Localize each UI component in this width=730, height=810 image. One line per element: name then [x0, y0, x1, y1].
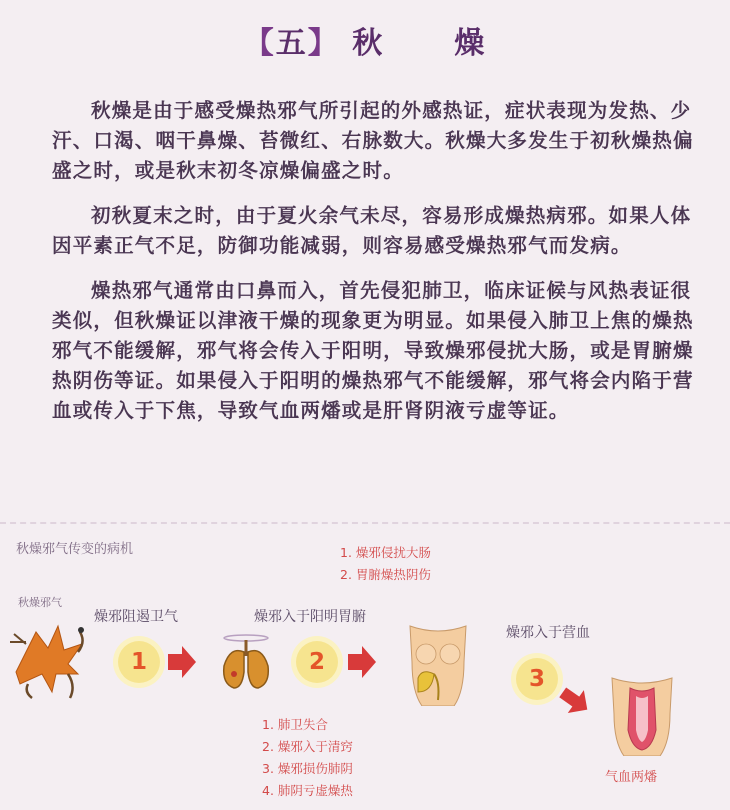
- arrow-right-icon: [348, 646, 376, 678]
- page-title: [0, 18, 730, 62]
- title-number: 五: [275, 26, 308, 61]
- source-label: 秋燥邪气: [18, 596, 62, 609]
- diagram-title: 秋燥邪气传变的病机: [16, 542, 134, 557]
- section-divider: [0, 522, 730, 524]
- arrow-down-right-icon: [558, 684, 592, 718]
- torso-stomach-icon: [404, 622, 472, 706]
- lung-effects-list: [262, 714, 353, 802]
- step-2-label: 燥邪入于阳明胃腑: [254, 609, 366, 625]
- lungs-icon: [220, 632, 272, 692]
- torso-blood-icon: [606, 674, 678, 756]
- lung-effect-item: 2. 燥邪入于清窍: [262, 739, 353, 754]
- title-char-2: 燥: [454, 26, 487, 61]
- body-text: [52, 96, 704, 441]
- step-2-circle: 2: [296, 641, 338, 683]
- lung-effect-item: 3. 燥邪损伤肺阴: [262, 761, 353, 776]
- step-3-circle: 3: [516, 658, 558, 700]
- stomach-effects-list: [340, 542, 431, 586]
- arrow-right-icon: [168, 646, 196, 678]
- maple-leaf-icon: [6, 612, 90, 700]
- paragraph-3: 燥热邪气通常由口鼻而入，首先侵犯肺卫，临床证候与风热表证很类似，但秋燥证以津液干燥的现象更为明显。如果侵入肺卫上焦的燥热邪气不能缓解，邪气将会传入于阳明，导致燥邪侵扰大肠，或是胃腑燥热阴伤等证。如果侵入于阳明的燥热邪气不能缓解，邪气将会内陷于营血或传入于下焦，导致气血两燔或是肝肾阴液亏虚等证。: [52, 279, 694, 422]
- stomach-effect-item: 1. 燥邪侵扰大肠: [340, 545, 431, 560]
- paragraph-1: 秋燥是由于感受燥热邪气所引起的外感热证，症状表现为发热、少汗、口渴、咽干鼻燥、苔微红、右脉数大。秋燥大多发生于初秋燥热偏盛之时，或是秋末初冬凉燥偏盛之时。: [52, 99, 694, 182]
- stomach-effect-item: 2. 胃腑燥热阴伤: [340, 567, 431, 582]
- step-1-label: 燥邪阻遏卫气: [94, 609, 178, 625]
- title-char-1: 秋: [352, 26, 385, 61]
- title-open-bracket: 【: [243, 26, 276, 61]
- step-1-circle: 1: [118, 641, 160, 683]
- step-3-label: 燥邪入于营血: [506, 625, 590, 641]
- paragraph-2: 初秋夏末之时，由于夏火余气未尽，容易形成燥热病邪。如果人体因平素正气不足，防御功能减弱，则容易感受燥热邪气而发病。: [52, 204, 692, 257]
- lung-effect-item: 1. 肺卫失合: [262, 717, 328, 732]
- title-close-bracket: 】: [307, 26, 340, 61]
- lung-effect-item: 4. 肺阴亏虚燥热: [262, 783, 353, 798]
- final-label: 气血两燔: [605, 770, 658, 785]
